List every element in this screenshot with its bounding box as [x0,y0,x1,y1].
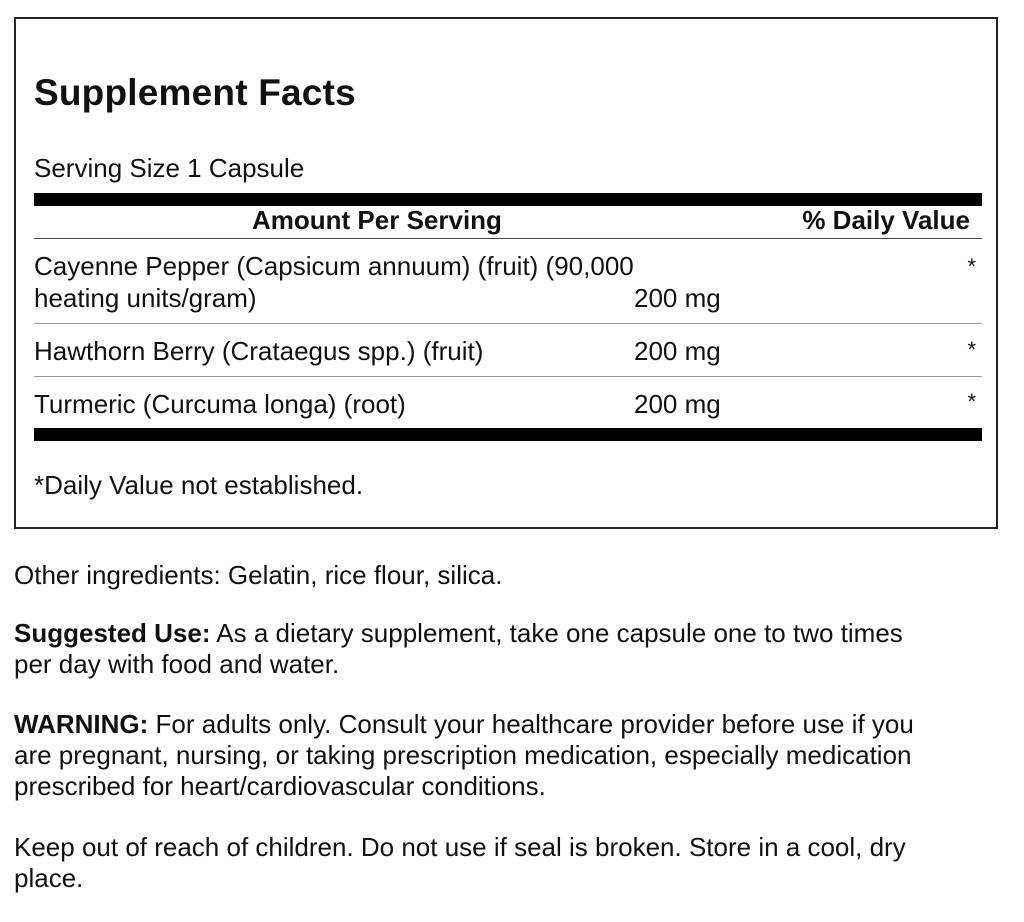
supplement-facts-panel [14,17,998,529]
warning-text: For adults only. Consult your healthcare provider before use if you [148,709,914,739]
ingredient-dv-turmeric: * [967,389,976,414]
storage-instructions [14,832,1004,894]
serving-size: Serving Size 1 Capsule [34,153,305,183]
other-ingredients: Other ingredients: Gelatin, rice flour, silica. [14,560,503,590]
suggested-use [14,618,1004,680]
ingredient-name-hawthorn: Hawthorn Berry (Crataegus spp.) (fruit) [34,336,484,366]
ingredient-amount-cayenne: 200 mg [634,283,721,313]
daily-value-footnote: *Daily Value not established. [34,470,364,500]
ingredient-dv-cayenne: * [967,254,976,279]
row-divider [34,376,982,377]
warning-line3: prescribed for heart/cardiovascular conditions. [14,771,546,801]
ingredient-amount-turmeric: 200 mg [634,389,721,419]
warning-line2: are pregnant, nursing, or taking prescription medication, especially medication [14,740,912,770]
suggested-use-line1 [14,618,903,648]
ingredient-name-turmeric: Turmeric (Curcuma longa) (root) [34,389,406,419]
amount-per-serving-header: Amount Per Serving [252,205,502,235]
panel-title: Supplement Facts [34,72,356,113]
bottom-thick-rule [34,428,982,441]
suggested-use-line2: per day with food and water. [14,649,340,679]
suggested-use-label: Suggested Use: [14,618,211,648]
ingredient-name-cayenne-line1: Cayenne Pepper (Capsicum annuum) (fruit) (90,000 [34,251,634,281]
header-rule [34,238,982,239]
warning-label: WARNING: [14,709,149,739]
suggested-use-text: As a dietary supplement, take one capsule one to two times [210,618,903,648]
warning-line1 [14,709,914,739]
ingredient-amount-hawthorn: 200 mg [634,336,721,366]
warning [14,709,1004,802]
ingredient-name-cayenne-line2: heating units/gram) [34,283,257,313]
daily-value-header: % Daily Value [802,205,970,235]
storage-line2: place. [14,863,84,893]
storage-line1: Keep out of reach of children. Do not use if seal is broken. Store in a cool, dry [14,832,906,862]
row-divider [34,323,982,324]
ingredient-dv-hawthorn: * [967,337,976,362]
